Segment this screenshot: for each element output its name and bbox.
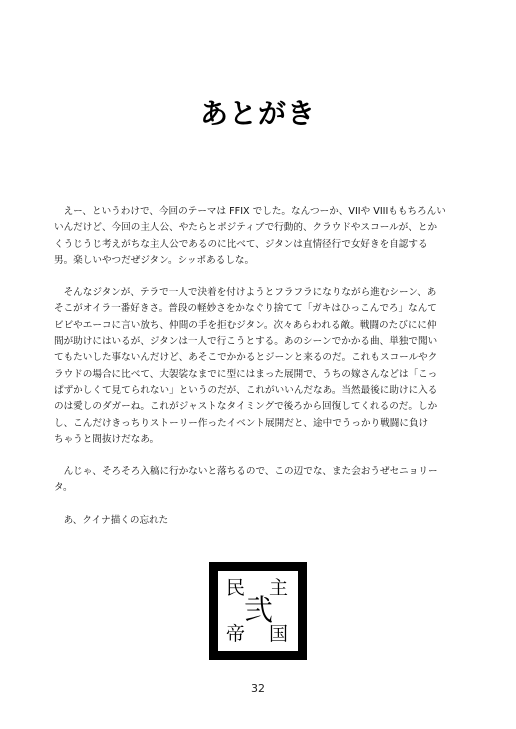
stamp-char-koku: 国 xyxy=(269,623,289,645)
page-title: あとがき xyxy=(199,97,316,130)
page-number: 32 xyxy=(251,682,265,695)
circle-logo-stamp xyxy=(209,562,307,660)
stamp-char-min: 民 xyxy=(226,577,246,599)
stamp-char-tei: 帝 xyxy=(226,623,246,645)
paragraph-1: えー、というわけで、今回のテーマは FFIX でした。なんつーか、VIIや VIIIももちろんい いんだけど、今回の主人公、やたらとポジティブで行動的、クラウドやスコールが、とか くうじうじ考えがちな主人公であるのに比べて、ジタンは直情径行で女好きを自認する 男。楽しいやつだぜジタン。シッポあるしな。 xyxy=(54,206,446,266)
afterword-body xyxy=(54,204,466,529)
stamp-char-shu: 主 xyxy=(269,577,289,599)
stamp-inner-frame xyxy=(218,571,298,651)
paragraph-2: そんなジタンが、テラで一人で決着を付けようとフラフラになりながら進むシーン、あ そこがオイラ一番好きさ。普段の軽妙さをかなぐり捨てて「ガキはひっこんでろ」なんて ビビやエーコに言い放ち、仲間の手を拒むジタン。次々あらわれる敵。戦闘のたびにに仲 間が助けにはいるが、ジタンは一人で行こうとする。あのシーンでかかる曲、単独で聞い てもたいした事ないんだけど、あそこでかかるとジーンと来るのだ。これもスコールやク ラウドの場合に比べて、大袈裟なまでに型にはまった展開で、うちの嫁さんなどは「こっ ぱずかしくて見てられない」というのだが、これがいいんだなあ。当然最後に助けに入る のは愛しのダガーね。これがジャストなタイミングで後ろから回復してくれるのだ。しか し、こんだけきっちりストーリー作ったイベント展開だと、途中でうっかり戦闘に負け ちゃうと間抜けだなあ。 xyxy=(54,287,438,445)
stamp-char-ni: 弐 xyxy=(244,593,274,627)
paragraph-3: んじゃ、そろそろ入稿に行かないと落ちるので、この辺でな、また会おうぜセニョリー タ。 xyxy=(54,466,438,494)
paragraph-4: あ、クイナ描くの忘れた xyxy=(63,514,169,526)
